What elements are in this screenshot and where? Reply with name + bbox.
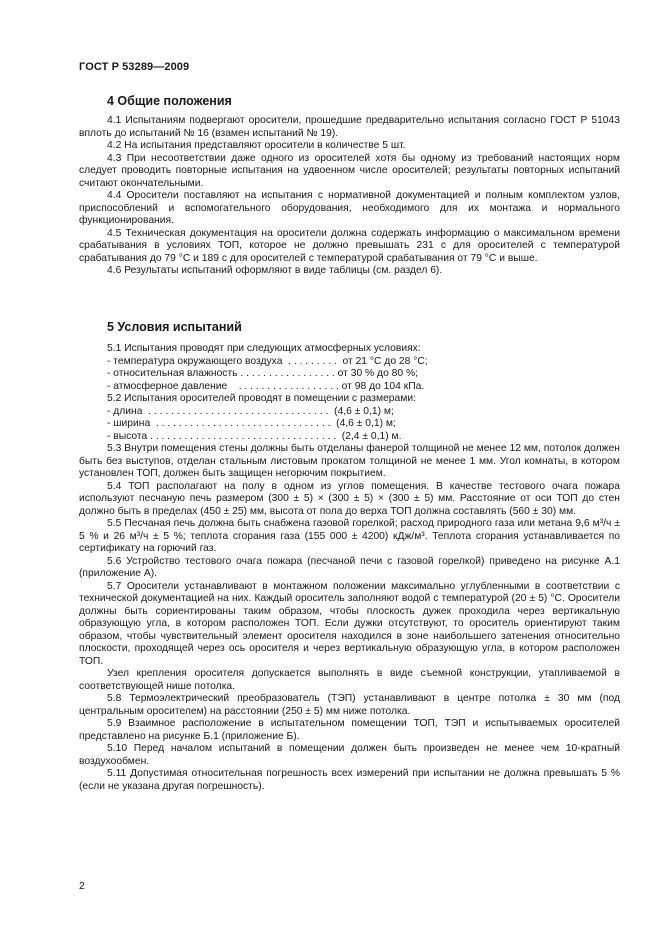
paragraph-5-4: 5.4 ТОП располагают на полу в одном из углов помещения. В качестве тестового очага пожара используют песчаную печь размером (300 ± 5) × (300 ± 5) × (300 ± 5) мм. Расстояние от оси ТОП до стен должно быть в пределах (450 ± 25) мм, высота от пола до верха ТОП должна составлять (560 ± 30) мм.	[79, 480, 620, 517]
paragraph-5-8: 5.8 Термоэлектрический преобразователь (ТЭП) устанавливают в центре потолка ± 30 мм (под центральным оросителем) на расстоянии (250 ± 5) мм ниже потолка.	[79, 693, 620, 717]
dimension-length: - длина . . . . . . . . . . . . . . . . . . . . . . . . . . . . . . . . (4,6 ± 0,1) м;	[107, 405, 394, 417]
paragraph-5-1: 5.1 Испытания проводят при следующих атмосферных условиях:	[107, 343, 421, 354]
paragraph-5-7-note: Узел крепления оросителя допускается выполнять в виде съемной конструкции, утапливаемой в соответствующей нише потолка.	[79, 668, 620, 692]
paragraph-4-3: 4.3 При несоответствии даже одного из оросителей хотя бы одному из требований настоящих норм следует проводить повторные испытания на удвоенном числе оросителей; результаты повторных испытаний считают окончательными.	[79, 152, 620, 189]
dimension-height: - высота . . . . . . . . . . . . . . . . . . . . . . . . . . . . . . . . . (2,4 ± 0,1) м.	[107, 430, 402, 442]
paragraph-5-11: 5.11 Допустимая относительная погрешность всех измерений при испытании не должна превышать 5 % (если не указана другая погрешность).	[79, 768, 620, 792]
paragraph-5-3: 5.3 Внутри помещения стены должны быть отделаны фанерой толщиной не менее 12 мм, потолок должен быть без выступов, отделан стальным листовым прокатом толщиной не менее 1 мм. Угол комнаты, в котором установлен ТОП, должен быть защищен негорючим покрытием.	[79, 443, 620, 479]
page-number: 2	[79, 880, 85, 892]
paragraph-5-10: 5.10 Перед началом испытаний в помещении должен быть произведен не менее чем 10-кратный воздухообмен.	[79, 743, 620, 767]
dimension-width: - ширина . . . . . . . . . . . . . . . . . . . . . . . . . . . . . . . (4,6 ± 0,1) м;	[107, 418, 396, 429]
paragraph-4-6: 4.6 Результаты испытаний оформляют в виде таблицы (см. раздел 6).	[107, 265, 443, 276]
paragraph-4-1: 4.1 Испытаниям подвергают оросители, прошедшие предварительно испытания согласно ГОСТ Р 51043 вплоть до испытаний № 16 (взамен испытаний № 19).	[79, 115, 620, 139]
section-5-body	[79, 343, 620, 793]
section-5-title: 5 Условия испытаний	[107, 320, 242, 334]
condition-humidity: - относительная влажность . . . . . . . . . . . . . . . . . от 30 % до 80 %;	[107, 368, 418, 379]
section-4-title: 4 Общие положения	[107, 94, 232, 108]
standard-header: ГОСТ Р 53289—2009	[79, 61, 190, 73]
paragraph-5-2: 5.2 Испытания оросителей проводят в помещении с размерами:	[107, 393, 416, 404]
paragraph-5-7: 5.7 Оросители устанавливают в монтажном положении максимально углубленными в соответствии с технической документацией на них. Каждый ороситель заполняют водой с температурой (20 ± 5) °С. Оросители должны быть сориентированы таким образом, чтобы плоскость дужек проходила через вертикальную образующую угла, в котором расположен ТОП. Если дужки отсутствуют, то ороситель ориентируют таким образом, чтобы чувствительный элемент оросителя находился в зоне наибольшего затенения относительно плоскости, проходящей через ось оросителя и через вертикальную образующую угла, в котором расположен ТОП.	[79, 580, 620, 667]
condition-pressure: - атмосферное давление . . . . . . . . . . . . . . . . . . от 98 до 104 кПа.	[107, 380, 425, 392]
paragraph-5-6: 5.6 Устройство тестового очага пожара (песчаной печи с газовой горелкой) приведено на рисунке А.1 (приложение А).	[79, 555, 620, 579]
paragraph-4-2: 4.2 На испытания представляют оросители в количестве 5 шт.	[107, 140, 406, 151]
paragraph-5-5: 5.5 Песчаная печь должна быть снабжена газовой горелкой; расход природного газа или метана 9,6 м³/ч ± 5 % и 26 м³/ч ± 5 %; теплота сгорания газа (155 000 ± 4200) кДж/м³. Теплота сгорания устанавливается по сертификату на горючий газ.	[79, 518, 620, 554]
section-4-body	[79, 115, 620, 278]
paragraph-5-9: 5.9 Взаимное расположение в испытательном помещении ТОП, ТЭП и испытываемых оросителей представлено на рисунке Б.1 (приложение Б).	[79, 718, 620, 742]
paragraph-4-4: 4.4 Оросители поставляют на испытания с нормативной документацией и полным комплектом узлов, приспособлений и вспомогательного оборудования, необходимого для их монтажа и нормального функционирования.	[79, 190, 620, 226]
paragraph-4-5: 4.5 Техническая документация на оросители должна содержать информацию о максимальном времени срабатывания в условиях ТОП, которое не должно превышать 231 с для оросителей с температурой срабатывания до 79 °С и 189 с для оросителей с температурой срабатывания от 79 °С и выше.	[79, 227, 620, 264]
condition-temperature: - температура окружающего воздуха . . . . . . . . . от 21 °С до 28 °С;	[107, 355, 428, 367]
